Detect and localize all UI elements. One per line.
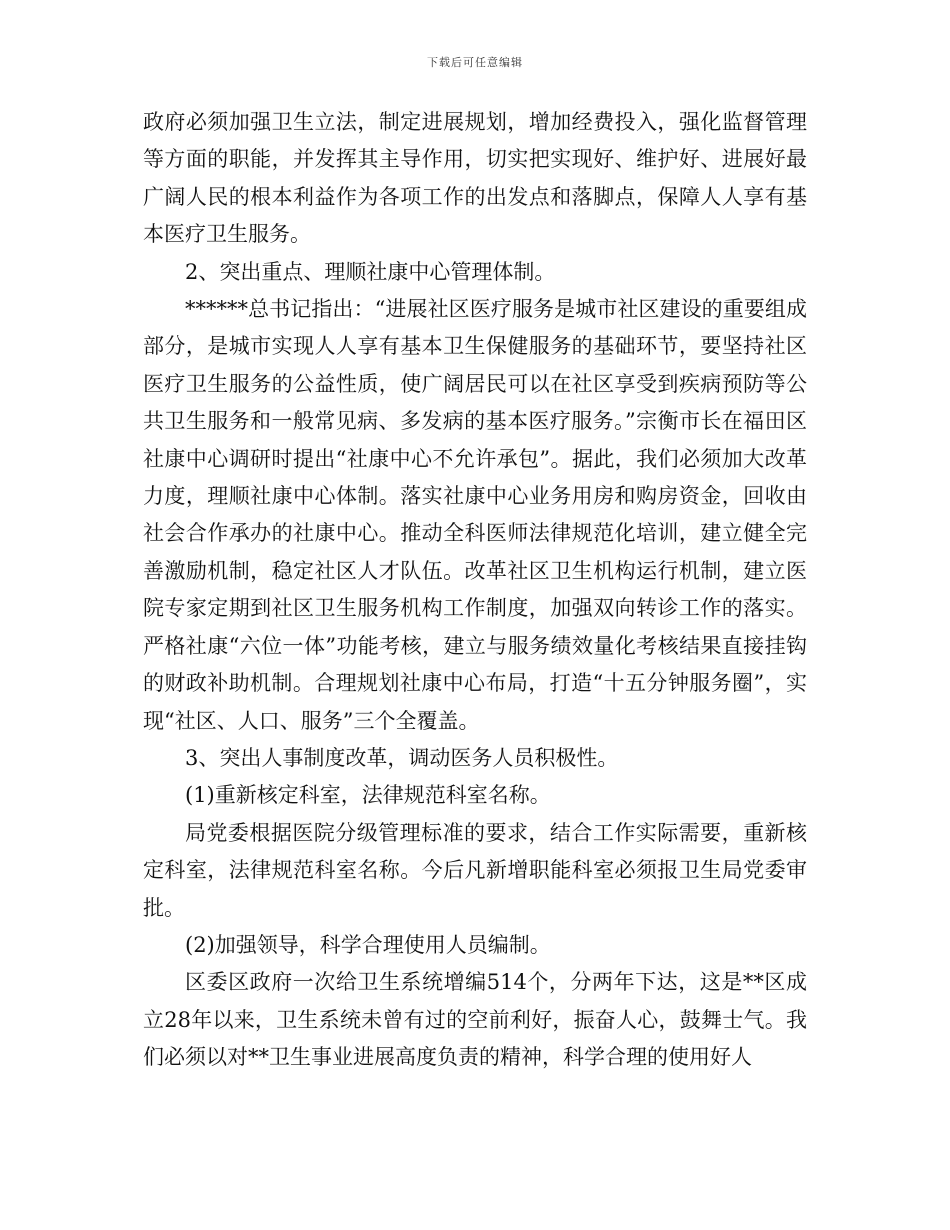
paragraph-8: 区委区政府一次给卫生系统增编514个，分两年下达，这是**区成立28年以来，卫生系统未曾有过的空前利好，振奋人心，鼓舞士气。我们必须以对**卫生事业进展高度负责的精神，科学合理的使用好人 — [143, 970, 807, 1070]
paragraph-2-heading: 2、突出重点、理顺社康中心管理体制。 — [185, 259, 556, 284]
paragraph-1: 政府必须加强卫生立法，制定进展规划，增加经费投入，强化监督管理等方面的职能，并发挥其主导作用，切实把实现好、维护好、进展好最广阔人民的根本利益作为各项工作的出发点和落脚点，保障人人享有基本医疗卫生服务。 — [143, 110, 807, 247]
page-header: 下载后可任意编辑 — [427, 56, 523, 69]
paragraph-4-heading: 3、突出人事制度改革，调动医务人员积极性。 — [185, 745, 619, 770]
paragraph-7-subheading: (2)加强领导，科学合理使用人员编制。 — [185, 932, 551, 957]
paragraph-6: 局党委根据医院分级管理标准的要求，结合工作实际需要，重新核定科室，法律规范科室名称。今后凡新增职能科室必须报卫生局党委审批。 — [143, 820, 807, 920]
paragraph-5-subheading: (1)重新核定科室，法律规范科室名称。 — [185, 783, 551, 808]
paragraph-3: ******总书记指出：“进展社区医疗服务是城市社区建设的重要组成部分，是城市实现人人享有基本卫生保健服务的基础环节，要坚持社区医疗卫生服务的公益性质，使广阔居民可以在社区享受到疾病预防等公共卫生服务和一般常见病、多发病的基本医疗服务。”宗衡市长在福田区社康中心调研时提出“社康中心不允许承包”。据此，我们必须加大改革力度，理顺社康中心体制。落实社康中心业务用房和购房资金，回收由社会合作承办的社康中心。推动全科医师法律规范化培训，建立健全完善激励机制，稳定社区人才队伍。改革社区卫生机构运行机制，建立医院专家定期到社区卫生服务机构工作制度，加强双向转诊工作的落实。严格社康“六位一体”功能考核，建立与服务绩效量化考核结果直接挂钩的财政补助机制。合理规划社康中心布局，打造“十五分钟服务圈”，实现“社区、人口、服务”三个全覆盖。 — [143, 297, 807, 733]
document-body — [143, 104, 807, 1077]
